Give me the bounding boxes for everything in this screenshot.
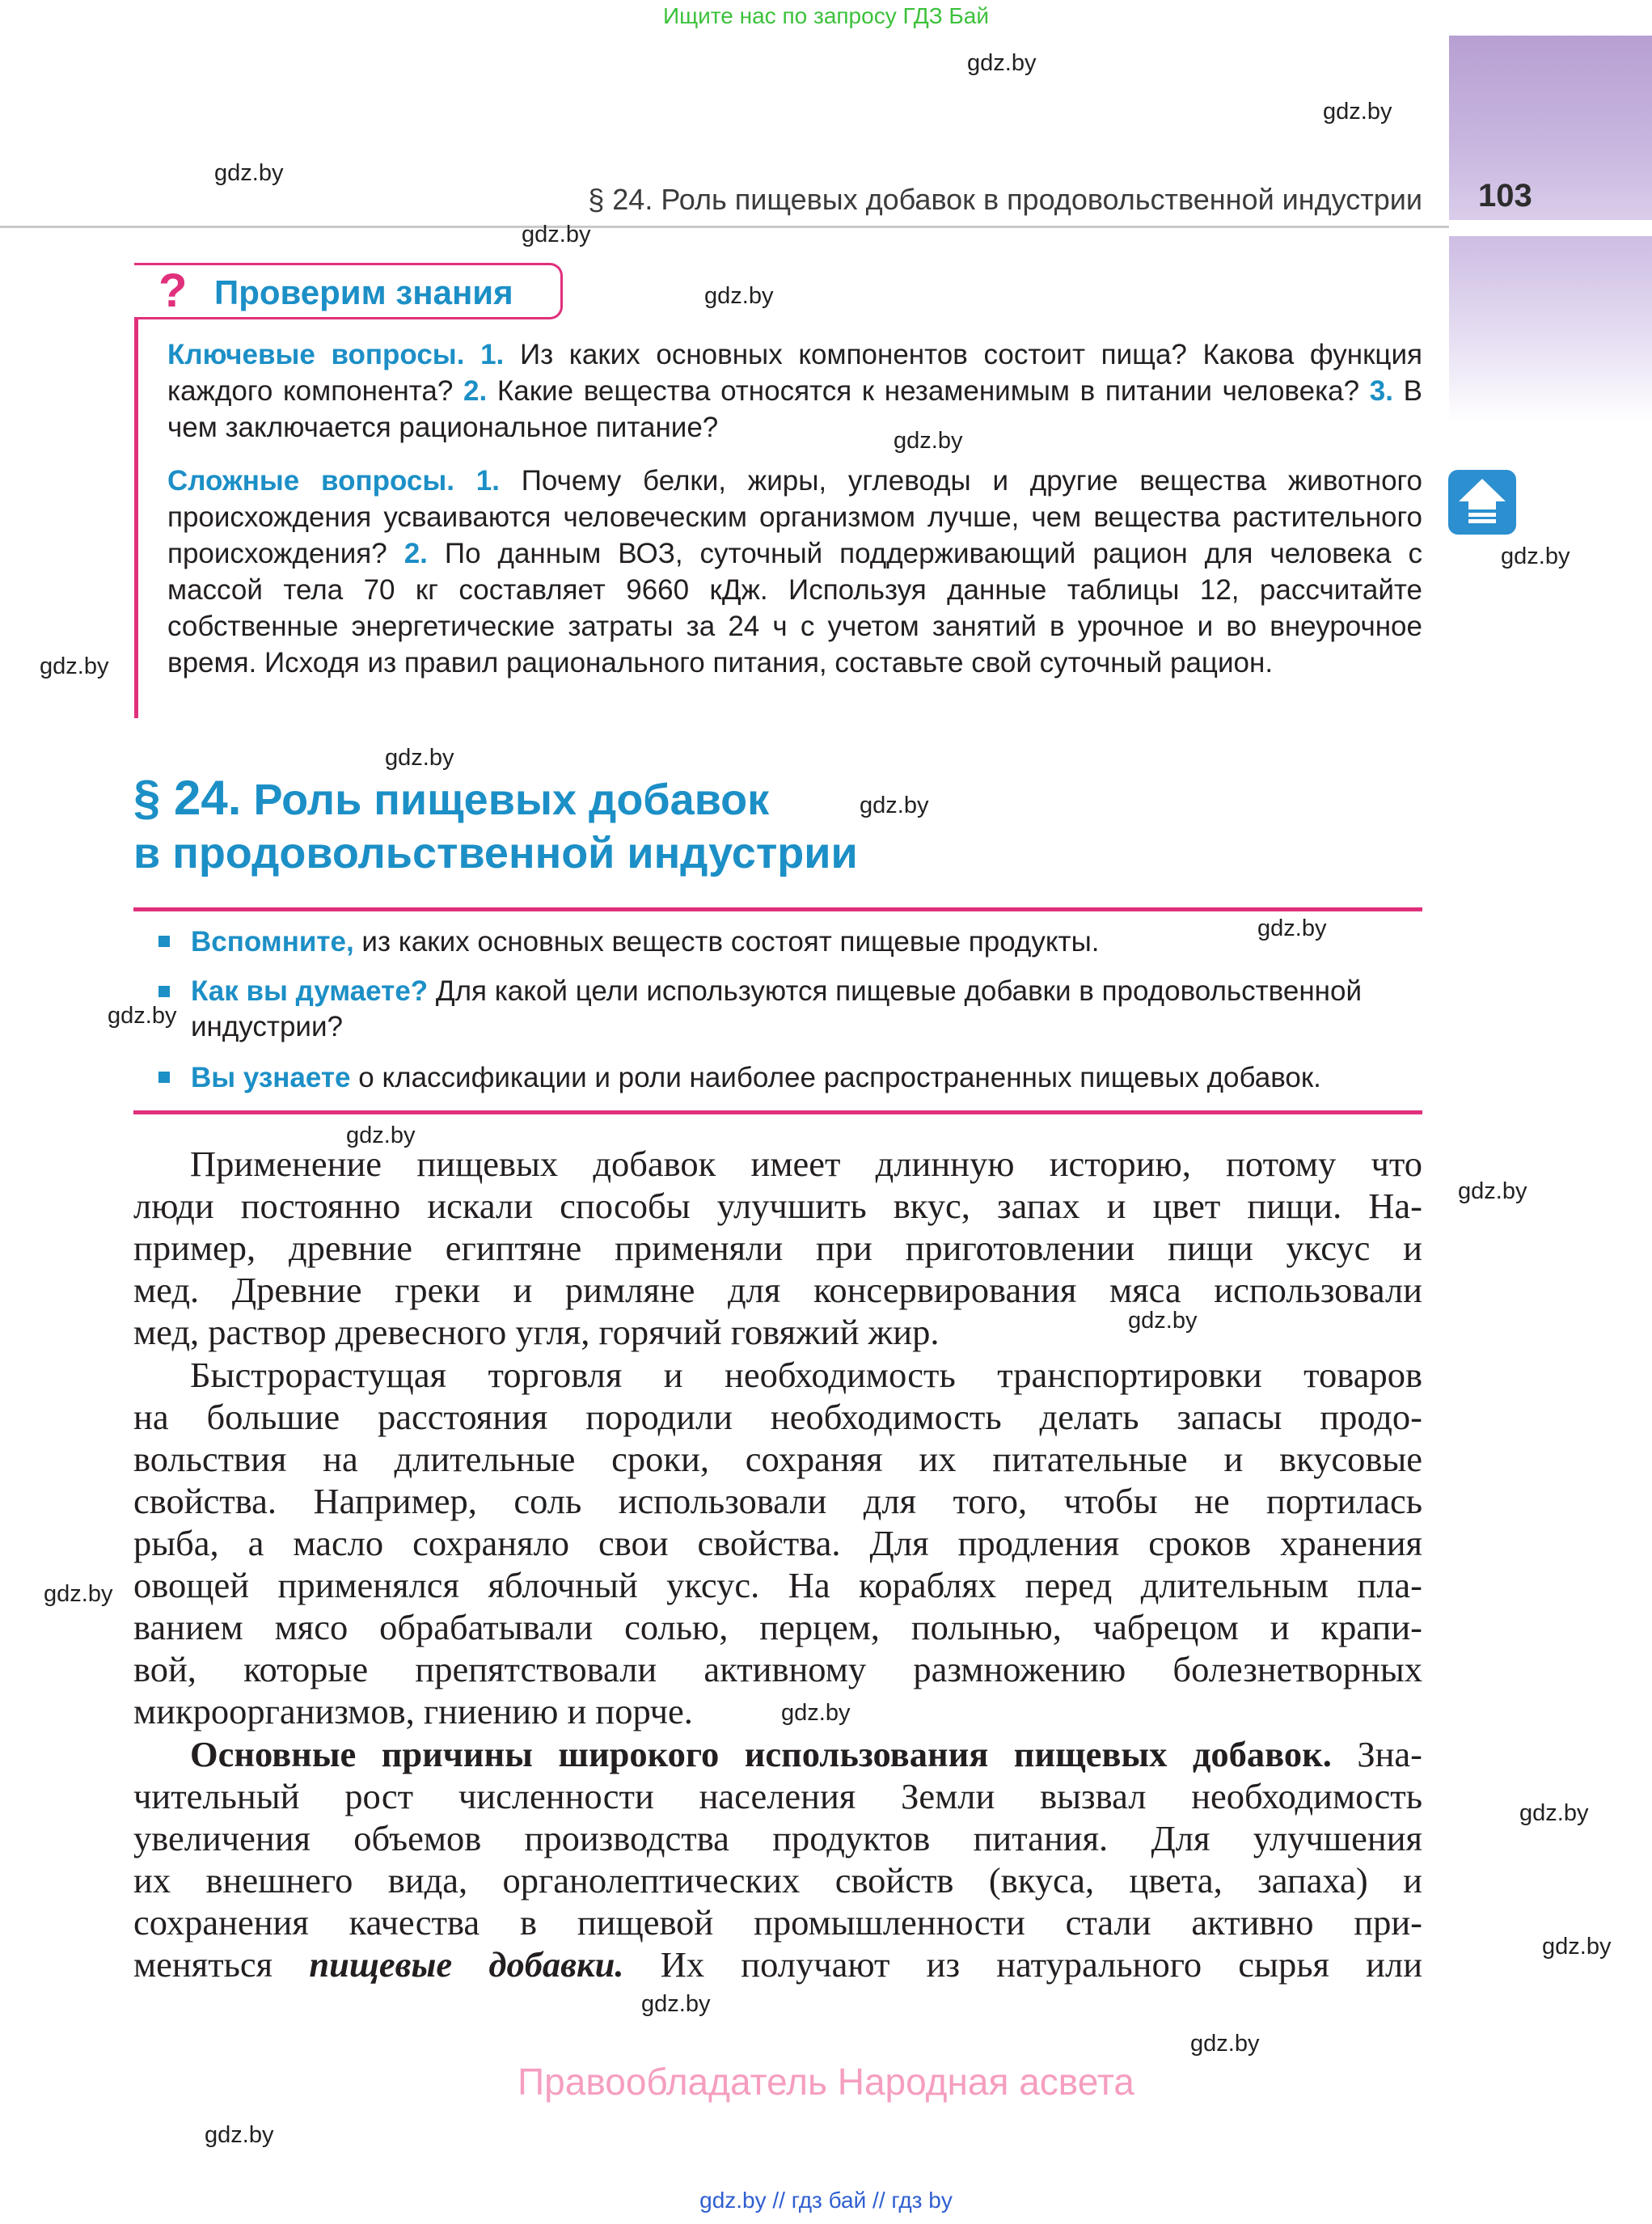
watermark: gdz.by: [1542, 1934, 1612, 1960]
intro-item: [191, 1060, 1422, 1096]
intro-item: [191, 974, 1422, 1045]
text-line: мед, раствор древесного угля, горячий говяжий жир.: [133, 1312, 940, 1352]
text-line: ванием мясо обрабатывали солью, перцем, полынью, чабрецом и крапи-: [133, 1607, 1422, 1647]
watermark: gdz.by: [704, 283, 774, 309]
question-number: 2.: [463, 375, 488, 407]
question-text: Из каких основных компонентов состоит пища? Какова функция каждого компонента?: [167, 339, 1422, 407]
question-text: Почему белки, жиры, углеводы и другие вещества животного происхождения усваиваются человеческим организмом лучше, чем вещества растительного происхождения?: [167, 465, 1423, 569]
top-search-note: Ищите нас по запросу ГДЗ Бай: [662, 3, 990, 28]
check-box-title: Проверим знания: [214, 273, 513, 311]
watermark: gdz.by: [214, 160, 284, 186]
body-paragraph-3: [133, 1733, 1422, 1985]
section-title-line2: в продовольственной индустрии: [133, 829, 858, 877]
text-fragment: Зна-: [1357, 1734, 1423, 1774]
text-line: люди постоянно искали способы улучшить вкус, запах и цвет пищи. На-: [133, 1186, 1422, 1226]
text-line: микроорганизмов, гниению и порче.: [133, 1691, 693, 1731]
text-line: [133, 1733, 1422, 1775]
key-questions-label: Ключевые вопросы.: [167, 339, 465, 370]
intro-text: из каких основных веществ состоят пищевые продукты.: [361, 926, 1100, 958]
question-text: По данным ВОЗ, суточный поддерживающий рацион для человека с массой тела 70 кг составляет 9660 кДж. Используя данные таблицы 12, рассчитайте собственные энергетические затраты за 24 ч с учетом занятий в урочное и во внеурочное время. Исходя из правил рационального питания, составьте свой суточный рацион.: [167, 538, 1422, 679]
watermark: gdz.by: [1257, 915, 1327, 941]
text-line: [133, 1943, 1422, 1985]
watermark: gdz.by: [44, 1581, 113, 1607]
text-line: мед. Древние греки и римляне для консервирования мяса использовали: [133, 1270, 1422, 1310]
watermark: gdz.by: [1190, 2031, 1260, 2057]
question-number: 1.: [480, 339, 505, 370]
text-line: чительный рост численности населения Земли вызвал необходимость: [133, 1776, 1422, 1816]
key-questions: [167, 336, 1422, 446]
watermark: gdz.by: [894, 428, 963, 454]
watermark: gdz.by: [1323, 99, 1392, 125]
watermark: gdz.by: [108, 1003, 177, 1029]
bullet-square: [158, 986, 170, 997]
watermark: gdz.by: [1501, 543, 1570, 569]
body-paragraph-2: [133, 1354, 1422, 1732]
watermark: gdz.by: [1458, 1178, 1527, 1204]
text-line: Применение пищевых добавок имеет длинную историю, потому что: [190, 1144, 1422, 1184]
italic-term: пищевые добавки.: [309, 1944, 624, 1985]
text-line: на большие расстояния породили необходимость делать запасы продо-: [133, 1397, 1422, 1437]
running-head: § 24. Роль пищевых добавок в продовольственной индустрии: [588, 183, 1422, 216]
hard-questions: [167, 463, 1422, 681]
text-line: вольствия на длительные сроки, сохраняя их питательные и вкусовые: [133, 1439, 1422, 1479]
text-line: пример, древние египтяне применяли при приготовлении пищи уксус и: [133, 1228, 1422, 1268]
watermark: gdz.by: [522, 222, 591, 247]
question-number: 2.: [403, 538, 428, 569]
bullet-square: [158, 1072, 170, 1083]
question-text: Какие вещества относятся к незаменимым в питании человека?: [496, 375, 1360, 407]
text-line: увеличения объемов производства продуктов питания. Для улучшения: [133, 1818, 1422, 1858]
body-paragraph-1: [133, 1143, 1422, 1353]
question-number: 1.: [475, 465, 500, 497]
watermark: gdz.by: [1519, 1800, 1589, 1826]
watermark: gdz.by: [205, 2122, 274, 2148]
intro-bottom-rule: [133, 1110, 1422, 1114]
check-box-border: [134, 263, 138, 718]
watermark: gdz.by: [860, 793, 929, 818]
watermark: gdz.by: [1128, 1308, 1198, 1334]
text-line: свойства. Например, соль использовали для того, чтобы не портилась: [133, 1481, 1422, 1521]
section-number: § 24.: [133, 771, 242, 825]
watermark: gdz.by: [781, 1700, 851, 1726]
home-icon[interactable]: [1447, 469, 1517, 535]
section-title-line1: [133, 770, 769, 826]
section-title-text: Роль пищевых добавок: [253, 776, 770, 824]
intro-item: [191, 924, 1422, 960]
question-text: В чем заключается рациональное питание?: [167, 375, 1423, 443]
text-line: рыба, а масло сохраняло свои свойства. Для продления сроков хранения: [133, 1523, 1422, 1563]
page-tab-lower: [1449, 236, 1652, 422]
page-number: 103: [1478, 178, 1532, 214]
intro-text: Для какой цели используются пищевые добавки в продовольственной индустрии?: [191, 975, 1362, 1042]
watermark: gdz.by: [967, 50, 1037, 76]
text-line: овощей применялся яблочный уксус. На кораблях перед длительным пла-: [133, 1565, 1422, 1605]
rightsholder-note: Правообладатель Народная асвета: [518, 2061, 1134, 2103]
intro-top-rule: [133, 907, 1422, 911]
bottom-links[interactable]: gdz.by // гдз бай // гдз by: [699, 2188, 953, 2213]
intro-label: Вспомните,: [191, 926, 354, 958]
watermark: gdz.by: [40, 653, 109, 679]
text-line: их внешнего вида, органолептических свойств (вкуса, цвета, запаха) и: [133, 1860, 1422, 1901]
text-line: вой, которые препятствовали активному размножению болезнетворных: [133, 1649, 1422, 1689]
header-rule: [0, 226, 1449, 228]
question-number: 3.: [1369, 375, 1393, 407]
question-mark-icon: ?: [158, 264, 188, 317]
text-fragment: меняться: [133, 1944, 273, 1985]
intro-label: Вы узнаете: [191, 1062, 351, 1093]
text-fragment: Их получают из натурального сырья или: [660, 1944, 1423, 1985]
text-line: Быстрорастущая торговля и необходимость транспортировки товаров: [190, 1355, 1422, 1395]
watermark: gdz.by: [641, 1991, 711, 2017]
bold-subheading: Основные причины широкого использования пищевых добавок.: [190, 1734, 1332, 1774]
intro-text: о классификации и роли наиболее распространенных пищевых добавок.: [358, 1062, 1321, 1093]
intro-label: Как вы думаете?: [191, 975, 429, 1007]
bullet-square: [158, 936, 170, 947]
text-line: сохранения качества в пищевой промышленности стали активно при-: [133, 1902, 1422, 1943]
hard-questions-label: Сложные вопросы.: [167, 465, 454, 497]
watermark: gdz.by: [346, 1123, 416, 1148]
watermark: gdz.by: [385, 745, 454, 771]
